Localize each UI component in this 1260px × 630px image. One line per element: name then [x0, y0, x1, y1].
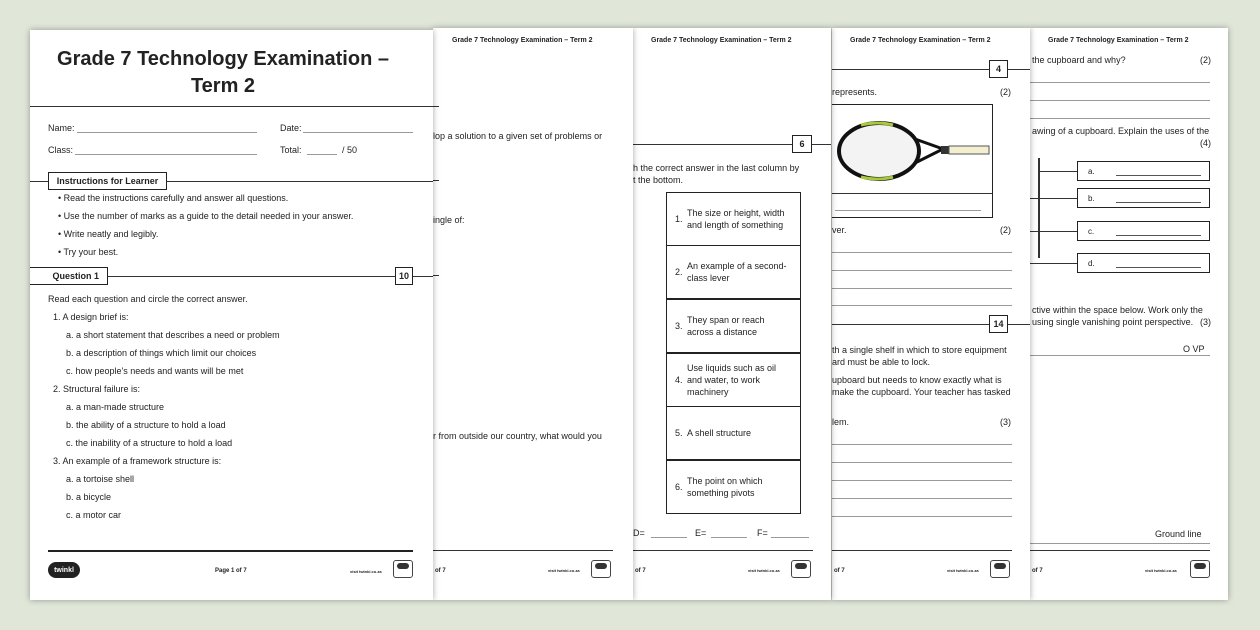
- total-out-of: / 50: [342, 145, 358, 155]
- question-text: t the bottom.: [633, 175, 684, 185]
- footer-page: of 7: [635, 568, 646, 574]
- page-4: [832, 28, 1030, 600]
- pointer-line: [1030, 198, 1077, 199]
- twinkl-badge-icon: [791, 560, 811, 578]
- question-text: ingle of:: [433, 215, 465, 225]
- name-field[interactable]: [77, 132, 257, 133]
- label-box-c[interactable]: [1077, 221, 1210, 241]
- cupboard-drawing: [1038, 158, 1040, 258]
- table-row: 4. Use liquids such as oil and water, to work machinery: [666, 353, 801, 407]
- answer-label-f: F=: [757, 528, 768, 538]
- answer-label-d: D=: [633, 528, 645, 538]
- marks-box: 6: [792, 135, 812, 153]
- pointer-line: [1030, 263, 1077, 264]
- question-text: ard must be able to lock.: [832, 357, 931, 367]
- answer-option[interactable]: b. a bicycle: [66, 492, 112, 502]
- answer-option[interactable]: c. a motor car: [66, 510, 122, 520]
- label-box-b[interactable]: [1077, 188, 1210, 208]
- footer-page: of 7: [435, 568, 446, 574]
- question-text: upboard but needs to know exactly what is: [832, 375, 1002, 385]
- twinkl-badge-icon: [591, 560, 611, 578]
- answer-option[interactable]: a. a tortoise shell: [66, 474, 135, 484]
- tennis-racket-icon: [835, 111, 995, 191]
- ground-line: [1030, 543, 1210, 544]
- total-label: Total:: [280, 145, 302, 155]
- total-field[interactable]: [307, 154, 337, 155]
- question-text: ver.: [832, 225, 847, 235]
- answer-option[interactable]: a. a short statement that describes a need or problem: [66, 330, 280, 340]
- answer-option[interactable]: b. a description of things which limit our choices: [66, 348, 257, 358]
- question-item: 3. An example of a framework structure is:: [53, 456, 222, 466]
- twinkl-badge-icon: [393, 560, 413, 578]
- question-text: h the correct answer in the last column by: [633, 163, 800, 173]
- marks-box: 4: [989, 60, 1008, 78]
- footer-site[interactable]: visit twinkl.co.za: [548, 568, 580, 573]
- answer-line: [1030, 100, 1210, 101]
- answer-line: [835, 210, 981, 211]
- label: c.: [1088, 227, 1095, 236]
- name-label: Name:: [48, 123, 75, 133]
- title-line-2: Term 2: [190, 75, 256, 97]
- page-3: [633, 28, 831, 600]
- horizon-line: [1030, 355, 1210, 356]
- question-text: represents.: [832, 87, 878, 97]
- table-row: 6. The point on which something pivots: [666, 460, 801, 514]
- racket-image-box: [832, 104, 993, 218]
- answer-field-d[interactable]: [651, 537, 687, 538]
- marks: (3): [1000, 417, 1011, 427]
- marks: (4): [1200, 138, 1211, 148]
- date-field[interactable]: [303, 132, 413, 133]
- page-header: Grade 7 Technology Examination – Term 2: [850, 37, 991, 44]
- instructions-heading: Instructions for Learner: [48, 172, 167, 190]
- page-header: Grade 7 Technology Examination – Term 2: [1048, 37, 1189, 44]
- footer-site[interactable]: visit twinkl.co.za: [350, 569, 382, 574]
- answer-option[interactable]: b. the ability of a structure to hold a load: [66, 420, 226, 430]
- footer-page: of 7: [1032, 568, 1043, 574]
- answer-field-f[interactable]: [771, 537, 809, 538]
- footer-page: of 7: [834, 568, 845, 574]
- class-label: Class:: [48, 145, 74, 155]
- table-row: 5. A shell structure: [666, 406, 801, 460]
- question-prompt: Read each question and circle the correct answer.: [48, 294, 248, 304]
- page-header: Grade 7 Technology Examination – Term 2: [651, 37, 792, 44]
- page-5: [1030, 28, 1228, 600]
- table-row: 2. An example of a second-class lever: [666, 245, 801, 299]
- label: d.: [1088, 259, 1095, 268]
- question-text: th a single shelf in which to store equipment: [832, 345, 1007, 355]
- marks: (2): [1000, 225, 1011, 235]
- pointer-line: [1040, 171, 1077, 172]
- answer-label-e: E=: [695, 528, 707, 538]
- footer-site[interactable]: visit twinkl.co.za: [1145, 568, 1177, 573]
- twinkl-badge-icon: [1190, 560, 1210, 578]
- marks: (3): [1200, 317, 1211, 327]
- table-row: 3. They span or reach across a distance: [666, 299, 801, 353]
- question-heading: Question 1: [30, 267, 108, 285]
- question-text: awing of a cupboard. Explain the uses of the: [1032, 126, 1210, 136]
- footer-site[interactable]: visit twinkl.co.za: [748, 568, 780, 573]
- answer-option[interactable]: c. the inability of a structure to hold a load: [66, 438, 233, 448]
- question-item: 2. Structural failure is:: [53, 384, 141, 394]
- answer-line: [1030, 82, 1210, 83]
- question-item: 1. A design brief is:: [53, 312, 129, 322]
- vanishing-point-label: O VP: [1183, 344, 1205, 354]
- twinkl-logo: twinkl: [48, 562, 80, 578]
- answer-option[interactable]: a. a man-made structure: [66, 402, 165, 412]
- page-2: [433, 28, 633, 600]
- question-text: using single vanishing point perspective.: [1032, 317, 1194, 327]
- question-text: lop a solution to a given set of problems or: [433, 131, 603, 141]
- marks: (2): [1200, 55, 1211, 65]
- page-header: Grade 7 Technology Examination – Term 2: [452, 37, 593, 44]
- footer-page: Page 1 of 7: [215, 568, 247, 574]
- ground-line-label: Ground line: [1155, 529, 1202, 539]
- question-text: make the cupboard. Your teacher has tasked: [832, 387, 1011, 397]
- answer-option[interactable]: c. how people's needs and wants will be met: [66, 366, 244, 376]
- question-text: lem.: [832, 417, 850, 427]
- date-label: Date:: [280, 123, 302, 133]
- class-field[interactable]: [75, 154, 257, 155]
- table-row: 1. The size or height, width and length of something: [666, 192, 801, 246]
- answer-line: [1030, 118, 1210, 119]
- question-text: the cupboard and why?: [1032, 55, 1126, 65]
- pointer-line: [1030, 231, 1077, 232]
- label: a.: [1088, 167, 1095, 176]
- label-box-d[interactable]: [1077, 253, 1210, 273]
- answer-field-e[interactable]: [711, 537, 747, 538]
- instruction-item: • Read the instructions carefully and answer all questions.: [58, 193, 289, 203]
- page-1: [30, 30, 433, 600]
- question-text: ctive within the space below. Work only the: [1032, 305, 1203, 315]
- instruction-item: • Try your best.: [58, 247, 119, 257]
- title-line-1: Grade 7 Technology Examination –: [57, 48, 389, 70]
- question-marks-box: 10: [395, 267, 413, 285]
- instruction-item: • Write neatly and legibly.: [58, 229, 159, 239]
- page-title: [30, 46, 416, 100]
- instruction-item: • Use the number of marks as a guide to the detail needed in your answer.: [58, 211, 354, 221]
- label: b.: [1088, 194, 1095, 203]
- footer-site[interactable]: visit twinkl.co.za: [947, 568, 979, 573]
- label-box-a[interactable]: [1077, 161, 1210, 181]
- twinkl-badge-icon: [990, 560, 1010, 578]
- marks: (2): [1000, 87, 1011, 97]
- question-text: r from outside our country, what would you: [433, 431, 602, 441]
- marks-box: 14: [989, 315, 1008, 333]
